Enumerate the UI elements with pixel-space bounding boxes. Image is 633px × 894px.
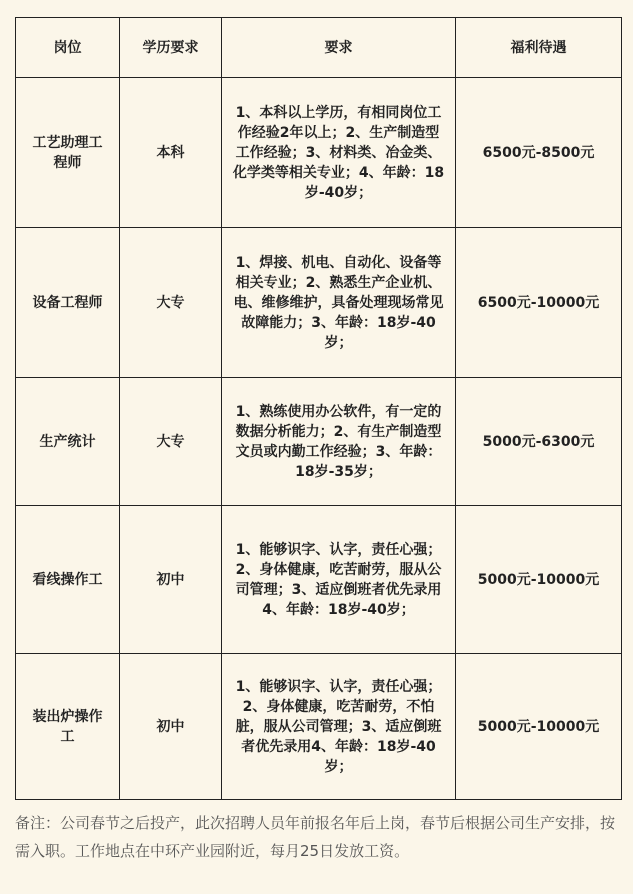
cell-education: 大专 [120, 378, 222, 506]
cell-salary: 5000元-10000元 [456, 654, 622, 800]
table-row [16, 654, 622, 800]
cell-position: 看线操作工 [16, 506, 120, 654]
cell-position: 设备工程师 [16, 228, 120, 378]
table-row [16, 506, 622, 654]
cell-salary: 6500元-8500元 [456, 78, 622, 228]
cell-requirements: 1、焊接、机电、自动化、设备等相关专业；2、熟悉生产企业机、电、维修维护，具备处理现场常见故障能力；3、年龄：18岁-40岁； [222, 228, 456, 378]
cell-salary: 5000元-10000元 [456, 506, 622, 654]
table-row [16, 78, 622, 228]
cell-requirements: 1、能够识字、认字，责任心强；2、身体健康，吃苦耐劳，不怕脏，服从公司管理；3、适应倒班者优先录用4、年龄：18岁-40岁； [222, 654, 456, 800]
cell-requirements: 1、能够识字、认字，责任心强；2、身体健康，吃苦耐劳，服从公司管理；3、适应倒班者优先录用4、年龄：18岁-40岁； [222, 506, 456, 654]
cell-education: 大专 [120, 228, 222, 378]
cell-education: 初中 [120, 506, 222, 654]
cell-position: 装出炉操作工 [16, 654, 120, 800]
cell-requirements: 1、熟练使用办公软件，有一定的数据分析能力；2、有生产制造型文员或内勤工作经验；3、年龄：18岁-35岁； [222, 378, 456, 506]
cell-position: 工艺助理工程师 [16, 78, 120, 228]
cell-salary: 5000元-6300元 [456, 378, 622, 506]
header-requirements: 要求 [222, 18, 456, 78]
cell-education: 本科 [120, 78, 222, 228]
header-education: 学历要求 [120, 18, 222, 78]
cell-position: 生产统计 [16, 378, 120, 506]
table-header-row [16, 18, 622, 78]
header-salary: 福利待遇 [456, 18, 622, 78]
table-row [16, 228, 622, 378]
header-position: 岗位 [16, 18, 120, 78]
jobs-table [15, 17, 622, 800]
cell-education: 初中 [120, 654, 222, 800]
footnote: 备注：公司春节之后投产，此次招聘人员年前报名年后上岗，春节后根据公司生产安排，按需入职。工作地点在中环产业园附近，每月25日发放工资。 [15, 814, 616, 860]
cell-requirements: 1、本科以上学历，有相同岗位工作经验2年以上；2、生产制造型工作经验；3、材料类、冶金类、化学类等相关专业；4、年龄：18岁-40岁； [222, 78, 456, 228]
table-row [16, 378, 622, 506]
cell-salary: 6500元-10000元 [456, 228, 622, 378]
